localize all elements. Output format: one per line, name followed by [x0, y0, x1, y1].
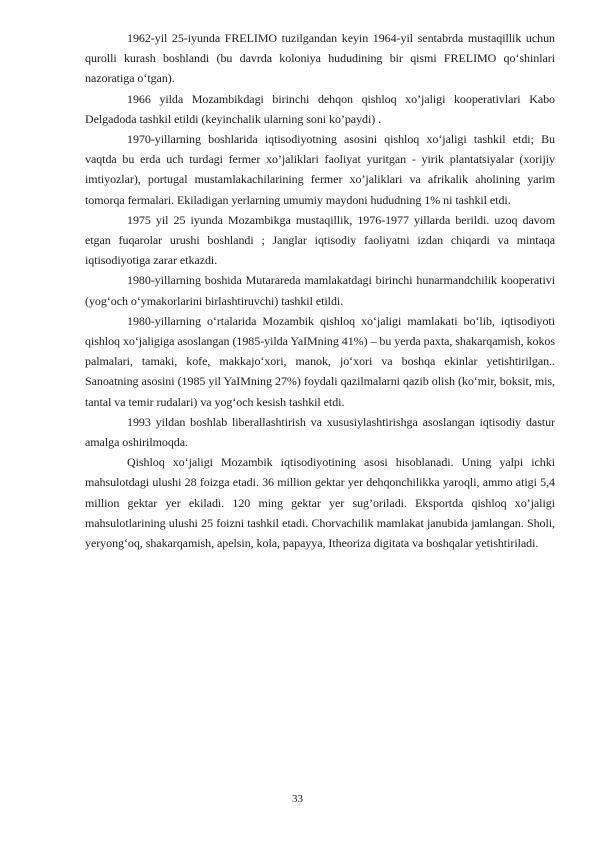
- paragraph-agriculture: Qishloq xo‘jaligi Mozambik iqtisodiyotining asosi hisoblanadi. Uning yalpi ichki mahsulotdagi ulushi 28 foizga etadi. 36 million gektar yer dehqonchilikka yaroqli, ammo atigi 5,4 million gektar yer ekiladi. 120 ming gektar yer sug’oriladi. Eksportda qishloq xo’jaligi mahsulotlarining ulushi 25 foizni tashkil etadi. Chorvachilik mamlakat janubida jamlangan. Sholi, yeryong‘oq, shakarqamish, apelsin, kola, papayya, Itheoriza digitata va boshqalar yetishtiriladi.: [85, 455, 555, 551]
- paragraph-1993-reforms: 1993 yildan boshlab liberallashtirish va xususiylashtirishga asoslangan iqtisodiy dastur amalga oshirilmoqda.: [85, 414, 555, 450]
- page-number: 33: [292, 793, 303, 805]
- paragraph-frelimo: 1962-yil 25-iyunda FRELIMO tuzilgandan keyin 1964-yil sentabrda mustaqillik uchun qurolli kurash boshlandi (bu davrda koloniya hududining bir qismi FRELIMO qo‘shinlari nazoratiga o‘tgan).: [85, 31, 555, 86]
- document-page: [85, 28, 555, 553]
- paragraph-handicraft-cooperative: 1980-yillarning boshida Mutarareda mamlakatdagi birinchi hunarmandchilik kooperativi (yog‘och o‘ymakorlarini birlashtiruvchi) tashkil etildi.: [85, 273, 555, 308]
- paragraph-cooperatives-1966: 1966 yilda Mozambikdagi birinchi dehqon qishloq xo’jaligi kooperativlari Kabo Delgadoda tashkil etildi (keyinchalik ularning soni ko’paydi) .: [85, 91, 555, 126]
- paragraph-1970s-economy: 1970-yillarning boshlarida iqtisodiyotning asosini qishloq xo‘jaligi tashkil etdi; Bu vaqtda bu erda uch turdagi fermer xo’jaliklari faoliyat yuritgan - yirik plantatsiyalar (xorijiy imtiyozlar), portugal mustamlakachilarining fermer xo’jaliklari va afrikalik aholining yarim tomorqa fermalari. Ekiladigan yerlarning umumiy maydoni hududning 1% ni tashkil etdi.: [85, 132, 555, 207]
- paragraph-mid-1980s: 1980-yillarning o‘rtalarida Mozambik qishloq xo‘jaligi mamlakati bo‘lib, iqtisodiyoti qishloq xo‘jaligiga asoslangan (1985-yilda YaIMning 41%) – bu yerda paxta, shakarqamish, kokos palmalari, tamaki, kofe, makkajo‘xori, manok, jo‘xori va boshqa ekinlar yetishtirilgan.. Sanoatning asosini (1985 yil YaIMning 27%) foydali qazilmalarni qazib olish (ko‘mir, boksit, mis, tantal va temir rudalari) va yog‘och kesish tashkil etdi.: [85, 313, 555, 409]
- paragraph-independence-1975: 1975 yil 25 iyunda Mozambikga mustaqillik, 1976-1977 yillarda berildi. uzoq davom etgan fuqarolar urushi boshlandi ; Janglar iqtisodiy faoliyatni izdan chiqardi va mintaqa iqtisodiyotiga zarar etkazdi.: [85, 212, 555, 268]
